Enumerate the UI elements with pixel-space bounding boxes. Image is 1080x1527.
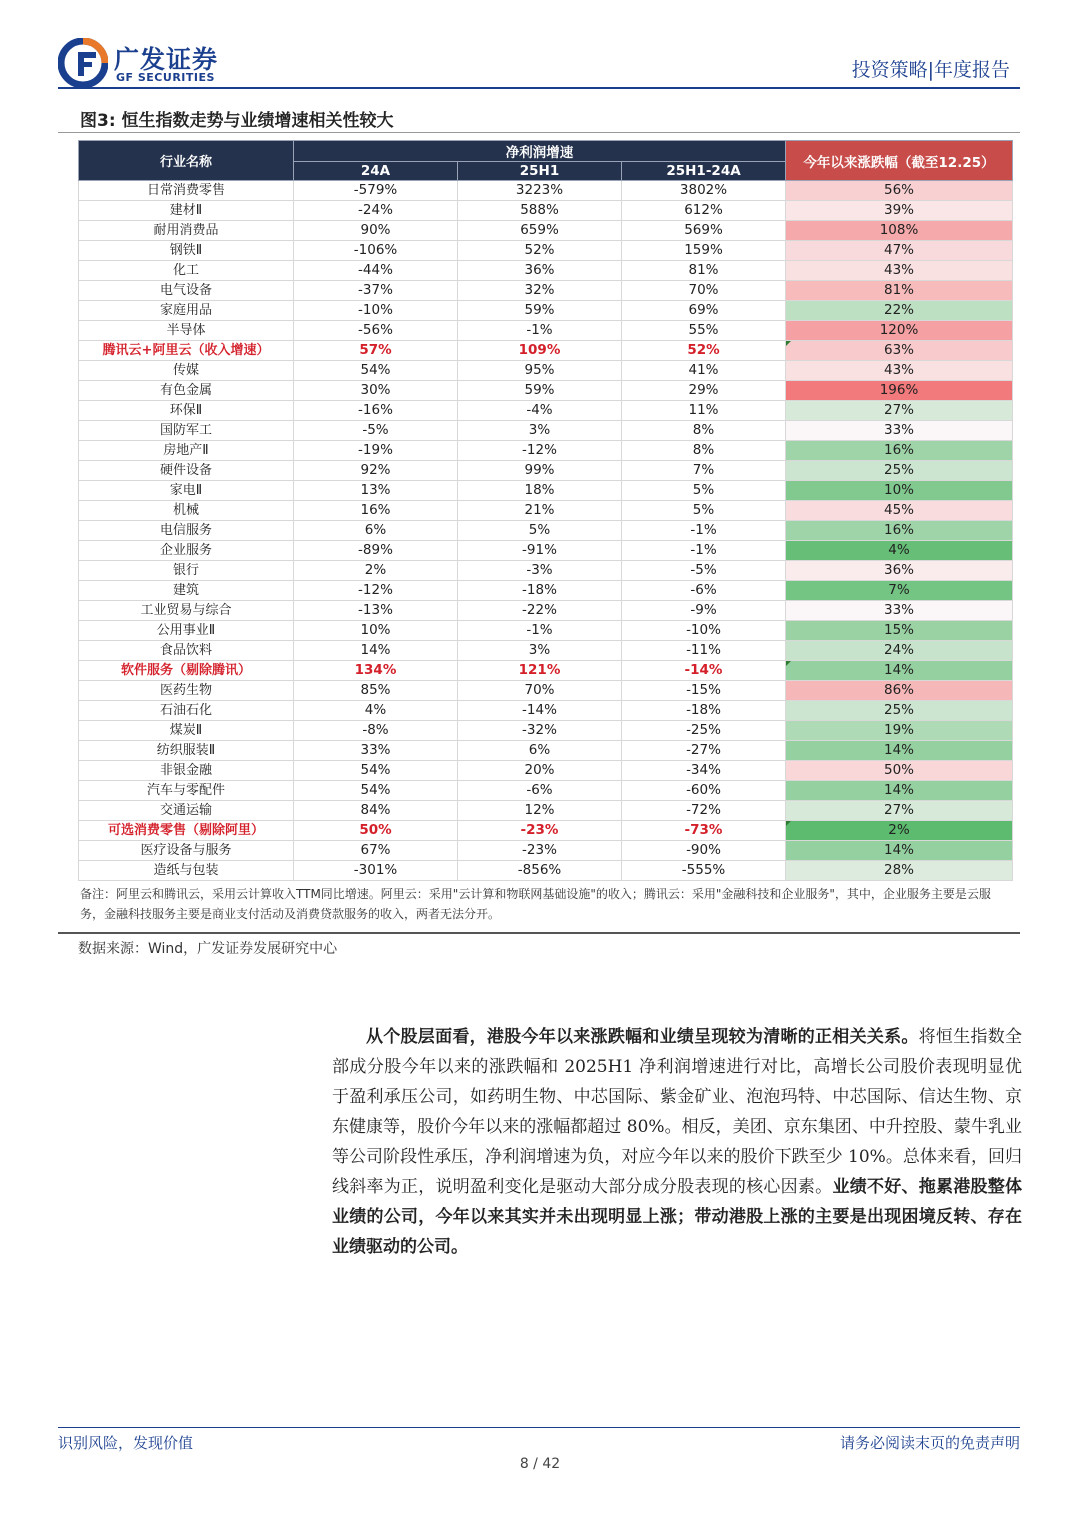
growth-25h1: 95%: [458, 361, 622, 381]
table-row: [79, 481, 1013, 501]
growth-25h1: -6%: [458, 781, 622, 801]
ytd-change: 45%: [786, 501, 1013, 521]
industry-name: 工业贸易与综合: [79, 601, 294, 621]
ytd-change: 2%: [786, 821, 1013, 841]
table-row: [79, 521, 1013, 541]
table-row: [79, 401, 1013, 421]
footer-divider: [58, 1427, 1020, 1428]
table-row: [79, 201, 1013, 221]
table-row: [79, 381, 1013, 401]
footer-disclaimer: 请务必阅读末页的免责声明: [839, 1434, 1020, 1452]
growth-diff: -90%: [622, 841, 786, 861]
growth-diff: 569%: [622, 221, 786, 241]
ytd-change: 50%: [786, 761, 1013, 781]
growth-25h1: -18%: [458, 581, 622, 601]
growth-diff: -72%: [622, 801, 786, 821]
ytd-change: 24%: [786, 641, 1013, 661]
table-row: [79, 721, 1013, 741]
header-profit-growth: 净利润增速: [294, 141, 786, 162]
growth-25h1: -856%: [458, 861, 622, 881]
growth-diff: 69%: [622, 301, 786, 321]
table-note: 备注：阿里云和腾讯云，采用云计算收入TTM同比增速。阿里云：采用"云计算和物联网基础设施"的收入；腾讯云：采用"金融科技和企业服务"，其中，企业服务主要是云服务，金融科技服务主要是商业支付活动及消费贷款服务的收入，两者无法分开。: [80, 887, 991, 921]
growth-24a: -13%: [294, 601, 458, 621]
growth-25h1: -4%: [458, 401, 622, 421]
growth-diff: -18%: [622, 701, 786, 721]
growth-diff: 5%: [622, 481, 786, 501]
table-row: [79, 321, 1013, 341]
growth-25h1: 21%: [458, 501, 622, 521]
ytd-change: 14%: [786, 661, 1013, 681]
growth-diff: 5%: [622, 501, 786, 521]
industry-name: 房地产Ⅱ: [79, 441, 294, 461]
table-row: [79, 241, 1013, 261]
table-row: [79, 541, 1013, 561]
growth-diff: -11%: [622, 641, 786, 661]
ytd-change: 27%: [786, 801, 1013, 821]
growth-24a: 54%: [294, 361, 458, 381]
industry-name: 建材Ⅱ: [79, 201, 294, 221]
industry-name: 交通运输: [79, 801, 294, 821]
growth-24a: 33%: [294, 741, 458, 761]
industry-name: 公用事业Ⅱ: [79, 621, 294, 641]
growth-24a: 85%: [294, 681, 458, 701]
growth-diff: 159%: [622, 241, 786, 261]
industry-name: 造纸与包装: [79, 861, 294, 881]
growth-24a: 2%: [294, 561, 458, 581]
growth-diff: -27%: [622, 741, 786, 761]
growth-25h1: 12%: [458, 801, 622, 821]
growth-25h1: 121%: [458, 661, 622, 681]
industry-name: 可选消费零售（剔除阿里）: [79, 821, 294, 841]
growth-24a: -10%: [294, 301, 458, 321]
growth-25h1: -23%: [458, 841, 622, 861]
table-row: [79, 581, 1013, 601]
growth-24a: -89%: [294, 541, 458, 561]
table-row: [79, 781, 1013, 801]
ytd-change: 63%: [786, 341, 1013, 361]
growth-diff: -60%: [622, 781, 786, 801]
ytd-change: 33%: [786, 601, 1013, 621]
industry-name: 企业服务: [79, 541, 294, 561]
table-row: [79, 621, 1013, 641]
industry-name: 传媒: [79, 361, 294, 381]
table-row: [79, 801, 1013, 821]
growth-24a: 92%: [294, 461, 458, 481]
table-row: [79, 501, 1013, 521]
industry-name: 耐用消费品: [79, 221, 294, 241]
growth-25h1: 18%: [458, 481, 622, 501]
growth-diff: 70%: [622, 281, 786, 301]
growth-25h1: 3%: [458, 641, 622, 661]
table-row: [79, 561, 1013, 581]
industry-name: 日常消费零售: [79, 181, 294, 201]
growth-diff: -9%: [622, 601, 786, 621]
industry-name: 钢铁Ⅱ: [79, 241, 294, 261]
table-row: [79, 861, 1013, 881]
ytd-change: 81%: [786, 281, 1013, 301]
gf-logo-icon: [58, 38, 108, 88]
table-row: [79, 641, 1013, 661]
growth-25h1: 3%: [458, 421, 622, 441]
ytd-change: 7%: [786, 581, 1013, 601]
growth-diff: -34%: [622, 761, 786, 781]
growth-diff: 8%: [622, 421, 786, 441]
figure-divider: [58, 132, 1020, 133]
ytd-change: 10%: [786, 481, 1013, 501]
growth-diff: 52%: [622, 341, 786, 361]
growth-24a: -8%: [294, 721, 458, 741]
table-row: [79, 181, 1013, 201]
header-divider: [58, 87, 1020, 89]
industry-name: 汽车与零配件: [79, 781, 294, 801]
figure-title: 图3: 恒生指数走势与业绩增速相关性较大: [80, 111, 394, 131]
growth-24a: 16%: [294, 501, 458, 521]
growth-25h1: 52%: [458, 241, 622, 261]
growth-25h1: -91%: [458, 541, 622, 561]
ytd-change: 86%: [786, 681, 1013, 701]
ytd-change: 47%: [786, 241, 1013, 261]
data-source: 数据来源：Wind，广发证券发展研究中心: [78, 941, 338, 957]
growth-diff: -5%: [622, 561, 786, 581]
industry-name: 银行: [79, 561, 294, 581]
header-25h1-minus-24a: 25H1-24A: [622, 162, 786, 181]
growth-25h1: -3%: [458, 561, 622, 581]
ytd-change: 25%: [786, 461, 1013, 481]
growth-24a: -12%: [294, 581, 458, 601]
growth-25h1: 109%: [458, 341, 622, 361]
ytd-change: 43%: [786, 261, 1013, 281]
growth-diff: 8%: [622, 441, 786, 461]
growth-24a: 134%: [294, 661, 458, 681]
growth-25h1: -14%: [458, 701, 622, 721]
table-row: [79, 281, 1013, 301]
growth-diff: -6%: [622, 581, 786, 601]
growth-diff: 29%: [622, 381, 786, 401]
table-row: [79, 701, 1013, 721]
growth-24a: 50%: [294, 821, 458, 841]
table-row: [79, 341, 1013, 361]
growth-diff: -73%: [622, 821, 786, 841]
growth-25h1: -1%: [458, 621, 622, 641]
ytd-change: 27%: [786, 401, 1013, 421]
table-row: [79, 441, 1013, 461]
growth-diff: -25%: [622, 721, 786, 741]
ytd-change: 4%: [786, 541, 1013, 561]
growth-24a: 54%: [294, 781, 458, 801]
growth-24a: 4%: [294, 701, 458, 721]
growth-24a: 10%: [294, 621, 458, 641]
table-row: [79, 461, 1013, 481]
table-row: [79, 681, 1013, 701]
growth-24a: 67%: [294, 841, 458, 861]
growth-25h1: 59%: [458, 301, 622, 321]
industry-name: 食品饮料: [79, 641, 294, 661]
industry-name: 化工: [79, 261, 294, 281]
growth-diff: -555%: [622, 861, 786, 881]
body-lead: 从个股层面看，港股今年以来涨跌幅和业绩呈现较为清晰的正相关关系。: [366, 1027, 919, 1047]
ytd-change: 14%: [786, 741, 1013, 761]
growth-diff: 3802%: [622, 181, 786, 201]
header-ytd-change: 今年以来涨跌幅（截至12.25）: [786, 141, 1013, 181]
growth-25h1: -23%: [458, 821, 622, 841]
growth-25h1: -22%: [458, 601, 622, 621]
growth-25h1: -12%: [458, 441, 622, 461]
ytd-change: 14%: [786, 841, 1013, 861]
growth-diff: -10%: [622, 621, 786, 641]
growth-24a: 90%: [294, 221, 458, 241]
body-text: 将恒生指数全部成分股今年以来的涨跌幅和 2025H1 净利润增速进行对比，高增长公司股价表现明显优于盈利承压公司，如药明生物、中芯国际、紫金矿业、泡泡玛特、中芯国际、信达生物、京东健康等，股价今年以来的涨幅都超过 80%。相反，美团、京东集团、中升控股、蒙牛乳业等公司阶段性承压，净利润增速为负，对应今年以来的股价下跌至少 10%。总体来看，回归线斜率为正，说明盈利变化是驱动大部分成分股表现的核心因素。: [332, 1027, 1023, 1197]
industry-name: 机械: [79, 501, 294, 521]
industry-name: 非银金融: [79, 761, 294, 781]
ytd-change: 25%: [786, 701, 1013, 721]
ytd-change: 22%: [786, 301, 1013, 321]
growth-diff: 55%: [622, 321, 786, 341]
industry-name: 家电Ⅱ: [79, 481, 294, 501]
industry-table: [78, 140, 1013, 881]
table-row: [79, 661, 1013, 681]
growth-25h1: 99%: [458, 461, 622, 481]
table-row: [79, 761, 1013, 781]
industry-name: 国防军工: [79, 421, 294, 441]
table-row: [79, 841, 1013, 861]
industry-name: 建筑: [79, 581, 294, 601]
ytd-change: 108%: [786, 221, 1013, 241]
brand-name-cn: 广发证券: [114, 45, 219, 74]
growth-diff: 81%: [622, 261, 786, 281]
growth-24a: -37%: [294, 281, 458, 301]
body-paragraph: [332, 1022, 1022, 1262]
growth-24a: -106%: [294, 241, 458, 261]
growth-diff: 11%: [622, 401, 786, 421]
growth-25h1: 59%: [458, 381, 622, 401]
growth-diff: 7%: [622, 461, 786, 481]
table-row: [79, 821, 1013, 841]
growth-25h1: 588%: [458, 201, 622, 221]
growth-diff: -1%: [622, 521, 786, 541]
page-number: 8 / 42: [519, 1456, 561, 1472]
industry-name: 石油石化: [79, 701, 294, 721]
table-row: [79, 361, 1013, 381]
ytd-change: 120%: [786, 321, 1013, 341]
ytd-change: 33%: [786, 421, 1013, 441]
ytd-change: 19%: [786, 721, 1013, 741]
table-row: [79, 421, 1013, 441]
industry-name: 腾讯云+阿里云（收入增速）: [79, 341, 294, 361]
industry-name: 医药生物: [79, 681, 294, 701]
brand-name-en: GF SECURITIES: [116, 71, 215, 84]
table-row: [79, 601, 1013, 621]
growth-24a: 6%: [294, 521, 458, 541]
growth-24a: -579%: [294, 181, 458, 201]
growth-24a: -5%: [294, 421, 458, 441]
growth-25h1: 32%: [458, 281, 622, 301]
ytd-change: 16%: [786, 441, 1013, 461]
growth-25h1: 659%: [458, 221, 622, 241]
growth-25h1: -32%: [458, 721, 622, 741]
note-divider: [58, 932, 1020, 934]
industry-name: 电气设备: [79, 281, 294, 301]
table-row: [79, 221, 1013, 241]
growth-24a: -44%: [294, 261, 458, 281]
industry-name: 家庭用品: [79, 301, 294, 321]
growth-25h1: 3223%: [458, 181, 622, 201]
industry-name: 电信服务: [79, 521, 294, 541]
header-24a: 24A: [294, 162, 458, 181]
industry-name: 环保Ⅱ: [79, 401, 294, 421]
industry-name: 医疗设备与服务: [79, 841, 294, 861]
industry-name: 有色金属: [79, 381, 294, 401]
growth-25h1: 6%: [458, 741, 622, 761]
header-industry: 行业名称: [79, 141, 294, 181]
growth-24a: -24%: [294, 201, 458, 221]
ytd-change: 14%: [786, 781, 1013, 801]
industry-name: 纺织服装Ⅱ: [79, 741, 294, 761]
growth-diff: -1%: [622, 541, 786, 561]
ytd-change: 43%: [786, 361, 1013, 381]
industry-name: 软件服务（剔除腾讯）: [79, 661, 294, 681]
ytd-change: 36%: [786, 561, 1013, 581]
ytd-change: 28%: [786, 861, 1013, 881]
table-row: [79, 261, 1013, 281]
growth-25h1: 20%: [458, 761, 622, 781]
growth-24a: -19%: [294, 441, 458, 461]
table-body: [79, 181, 1013, 881]
ytd-change: 39%: [786, 201, 1013, 221]
growth-24a: -301%: [294, 861, 458, 881]
growth-24a: 54%: [294, 761, 458, 781]
footer-slogan: 识别风险，发现价值: [58, 1434, 194, 1452]
ytd-change: 196%: [786, 381, 1013, 401]
industry-name: 硬件设备: [79, 461, 294, 481]
growth-24a: 57%: [294, 341, 458, 361]
growth-diff: -15%: [622, 681, 786, 701]
growth-diff: 41%: [622, 361, 786, 381]
growth-24a: 84%: [294, 801, 458, 821]
table-row: [79, 741, 1013, 761]
body-conclusion: 业绩不好、拖累港股整体业绩的公司，今年以来其实并未出现明显上涨；带动港股上涨的主要是出现困境反转、存在业绩驱动的公司。: [332, 1177, 1023, 1257]
industry-name: 煤炭Ⅱ: [79, 721, 294, 741]
ytd-change: 16%: [786, 521, 1013, 541]
growth-24a: 14%: [294, 641, 458, 661]
growth-diff: -14%: [622, 661, 786, 681]
growth-24a: 13%: [294, 481, 458, 501]
table-row: [79, 301, 1013, 321]
growth-24a: -56%: [294, 321, 458, 341]
growth-25h1: 36%: [458, 261, 622, 281]
header-25h1: 25H1: [458, 162, 622, 181]
growth-24a: 30%: [294, 381, 458, 401]
page-header: [0, 0, 1080, 90]
industry-name: 半导体: [79, 321, 294, 341]
ytd-change: 56%: [786, 181, 1013, 201]
growth-25h1: 5%: [458, 521, 622, 541]
growth-24a: -16%: [294, 401, 458, 421]
report-type: 投资策略|年度报告: [851, 59, 1010, 81]
ytd-change: 15%: [786, 621, 1013, 641]
growth-25h1: -1%: [458, 321, 622, 341]
growth-diff: 612%: [622, 201, 786, 221]
growth-25h1: 70%: [458, 681, 622, 701]
